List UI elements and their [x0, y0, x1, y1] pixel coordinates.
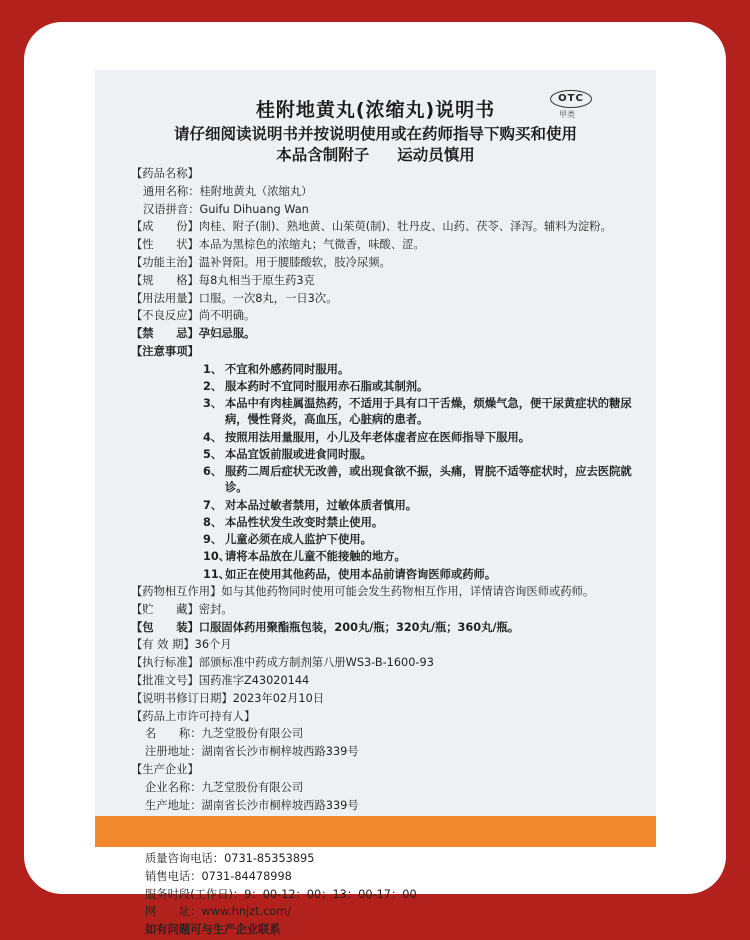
- precaution-item: [203, 379, 641, 395]
- maker-address-label: 生产地址：: [145, 798, 202, 812]
- precaution-number: 2、: [203, 380, 223, 394]
- interaction-label: 【药物相互作用】: [131, 585, 222, 599]
- adverse-label: 【不良反应】: [131, 309, 199, 323]
- indications-label: 【功能主治】: [131, 255, 199, 269]
- pinyin-label: 汉语拼音：: [143, 202, 200, 216]
- validity-label: 【有 效 期】: [131, 638, 195, 652]
- maker-name-label: 企业名称：: [145, 780, 202, 794]
- drug-name-label: 【药品名称】: [131, 167, 199, 180]
- precaution-text: 不宜和外感药同时服用。: [225, 362, 350, 376]
- precaution-item: [203, 549, 641, 565]
- storage-label: 【贮 藏】: [131, 602, 199, 616]
- precaution-item: [203, 515, 641, 531]
- holder-name-label: 名 称：: [145, 727, 202, 741]
- contraindications-label: 【禁 忌】: [131, 327, 199, 341]
- spec-label: 【规 格】: [131, 273, 199, 287]
- standard: 部颁标准中药成方制剂第八册WS3-B-1600-93: [198, 656, 434, 670]
- otc-class: 甲类: [559, 110, 575, 119]
- precaution-item: [203, 498, 641, 514]
- precaution-number: 7、: [203, 498, 223, 512]
- sales-phone: 0731-84478998: [201, 869, 292, 883]
- holder-name: 九芝堂股份有限公司: [201, 727, 304, 741]
- notes-label: 【注意事项】: [131, 344, 199, 358]
- holder-label: 【药品上市许可持有人】: [131, 709, 256, 723]
- quality-phone: 0731-85353895: [224, 851, 315, 865]
- sales-phone-label: 销售电话：: [145, 869, 202, 883]
- precautions-list: [131, 362, 641, 583]
- precaution-number: 6、: [203, 465, 223, 479]
- adverse-reactions: 尚不明确。: [198, 309, 256, 323]
- ingredients-label: 【成 份】: [131, 220, 199, 234]
- precaution-number: 10、: [203, 550, 231, 564]
- package-label: 【包 装】: [131, 620, 199, 634]
- precaution-item: [203, 362, 641, 378]
- otc-badge: OTC: [550, 90, 592, 108]
- storage: 密封。: [198, 602, 233, 616]
- validity: 36个月: [194, 638, 232, 652]
- pinyin: Guifu Dihuang Wan: [199, 202, 309, 216]
- precaution-item: [203, 430, 641, 446]
- website: www.hnjzt.com/: [201, 905, 292, 919]
- athlete-caution: 运动员慎用: [397, 146, 475, 164]
- quality-phone-label: 质量咨询电话：: [145, 851, 225, 865]
- service-hours: 9：00-12：00；13：00-17：00: [244, 887, 417, 901]
- precaution-number: 11、: [203, 567, 231, 581]
- footer-note: 如有问题可与生产企业联系: [145, 923, 281, 937]
- common-name: 桂附地黄丸（浓缩丸）: [199, 184, 313, 198]
- precaution-text: 本品中有肉桂属温热药，不适用于具有口干舌燥，烦燥气急，便干尿黄症状的糖尿病，慢性肾炎，高血压，心脏病的患者。: [225, 397, 632, 427]
- approval-number: 国药准字Z43020144: [198, 674, 310, 688]
- athlete-warning: [95, 143, 656, 165]
- holder-address: 湖南省长沙市桐梓坡西路339号: [201, 745, 359, 759]
- holder-address-label: 注册地址：: [145, 745, 202, 759]
- character-label: 【性 状】: [131, 238, 199, 252]
- indications: 温补肾阳。用于腰膝酸软，肢冷尿频。: [198, 255, 391, 269]
- revision-label: 【说明书修订日期】: [131, 691, 233, 705]
- precaution-item: [203, 532, 641, 548]
- spec: 每8丸相当于原生药3克: [198, 273, 315, 287]
- precaution-text: 按照用法用量服用，小儿及年老体虚者应在医师指导下服用。: [225, 430, 531, 444]
- precaution-item: [203, 396, 641, 428]
- standard-label: 【执行标准】: [131, 656, 199, 670]
- maker-address: 湖南省长沙市桐梓坡西路339号: [201, 798, 359, 812]
- precaution-text: 服本药时不宜同时服用赤石脂或其制剂。: [225, 380, 429, 394]
- character: 本品为黑棕色的浓缩丸；气微香，味酸、涩。: [198, 238, 425, 252]
- precaution-text: 服药二周后症状无改善，或出现食欲不振，头痛，胃脘不适等症状时，应去医院就诊。: [225, 465, 632, 495]
- approval-label: 【批准文号】: [131, 674, 199, 688]
- common-name-label: 通用名称：: [143, 184, 200, 198]
- usage-label: 【用法用量】: [131, 291, 199, 305]
- website-label: 网 址：: [145, 905, 202, 919]
- precaution-text: 本品性状发生改变时禁止使用。: [225, 515, 384, 529]
- precaution-number: 9、: [203, 533, 223, 547]
- precaution-item: [203, 567, 641, 583]
- leaflet-title: 桂附地黄丸(浓缩丸)说明书: [255, 99, 496, 121]
- precaution-number: 1、: [203, 362, 223, 376]
- precaution-item: [203, 464, 641, 496]
- precaution-text: 请将本品放在儿童不能接触的地方。: [225, 550, 406, 564]
- footer-bar: [95, 816, 656, 847]
- contains-aconite: 本品含制附子: [276, 146, 370, 164]
- service-hours-label: 服务时段(工作日)：: [145, 887, 245, 901]
- maker-name: 九芝堂股份有限公司: [201, 780, 304, 794]
- precaution-text: 如正在使用其他药品，使用本品前请咨询医师或药师。: [225, 567, 497, 581]
- drug-interactions: 如与其他药物同时使用可能会发生药物相互作用，详情请咨询医师或药师。: [221, 585, 595, 599]
- precaution-number: 8、: [203, 515, 223, 529]
- precaution-text: 对本品过敏者禁用，过敏体质者慎用。: [225, 498, 418, 512]
- revision-date: 2023年02月10日: [232, 691, 325, 705]
- precaution-number: 5、: [203, 447, 223, 461]
- precaution-item: [203, 447, 641, 463]
- precaution-text: 本品宜饭前服或进食同时服。: [225, 447, 372, 461]
- package: 口服固体药用聚酯瓶包装，200丸/瓶；320丸/瓶；360丸/瓶。: [198, 620, 520, 634]
- ingredients: 肉桂、附子(制)、熟地黄、山茱萸(制)、牡丹皮、山药、茯苓、泽泻。辅料为淀粉。: [198, 220, 612, 234]
- instruction-warning: 请仔细阅读说明书并按说明使用或在药师指导下购买和使用: [173, 125, 577, 143]
- contraindications: 孕妇忌服。: [198, 327, 256, 341]
- usage: 口服。一次8丸，一日3次。: [198, 291, 338, 305]
- leaflet-paper: [95, 70, 656, 937]
- precaution-number: 4、: [203, 430, 223, 444]
- maker-label: 【生产企业】: [131, 763, 199, 776]
- precaution-number: 3、: [203, 397, 223, 411]
- precaution-text: 儿童必须在成人监护下使用。: [225, 533, 372, 547]
